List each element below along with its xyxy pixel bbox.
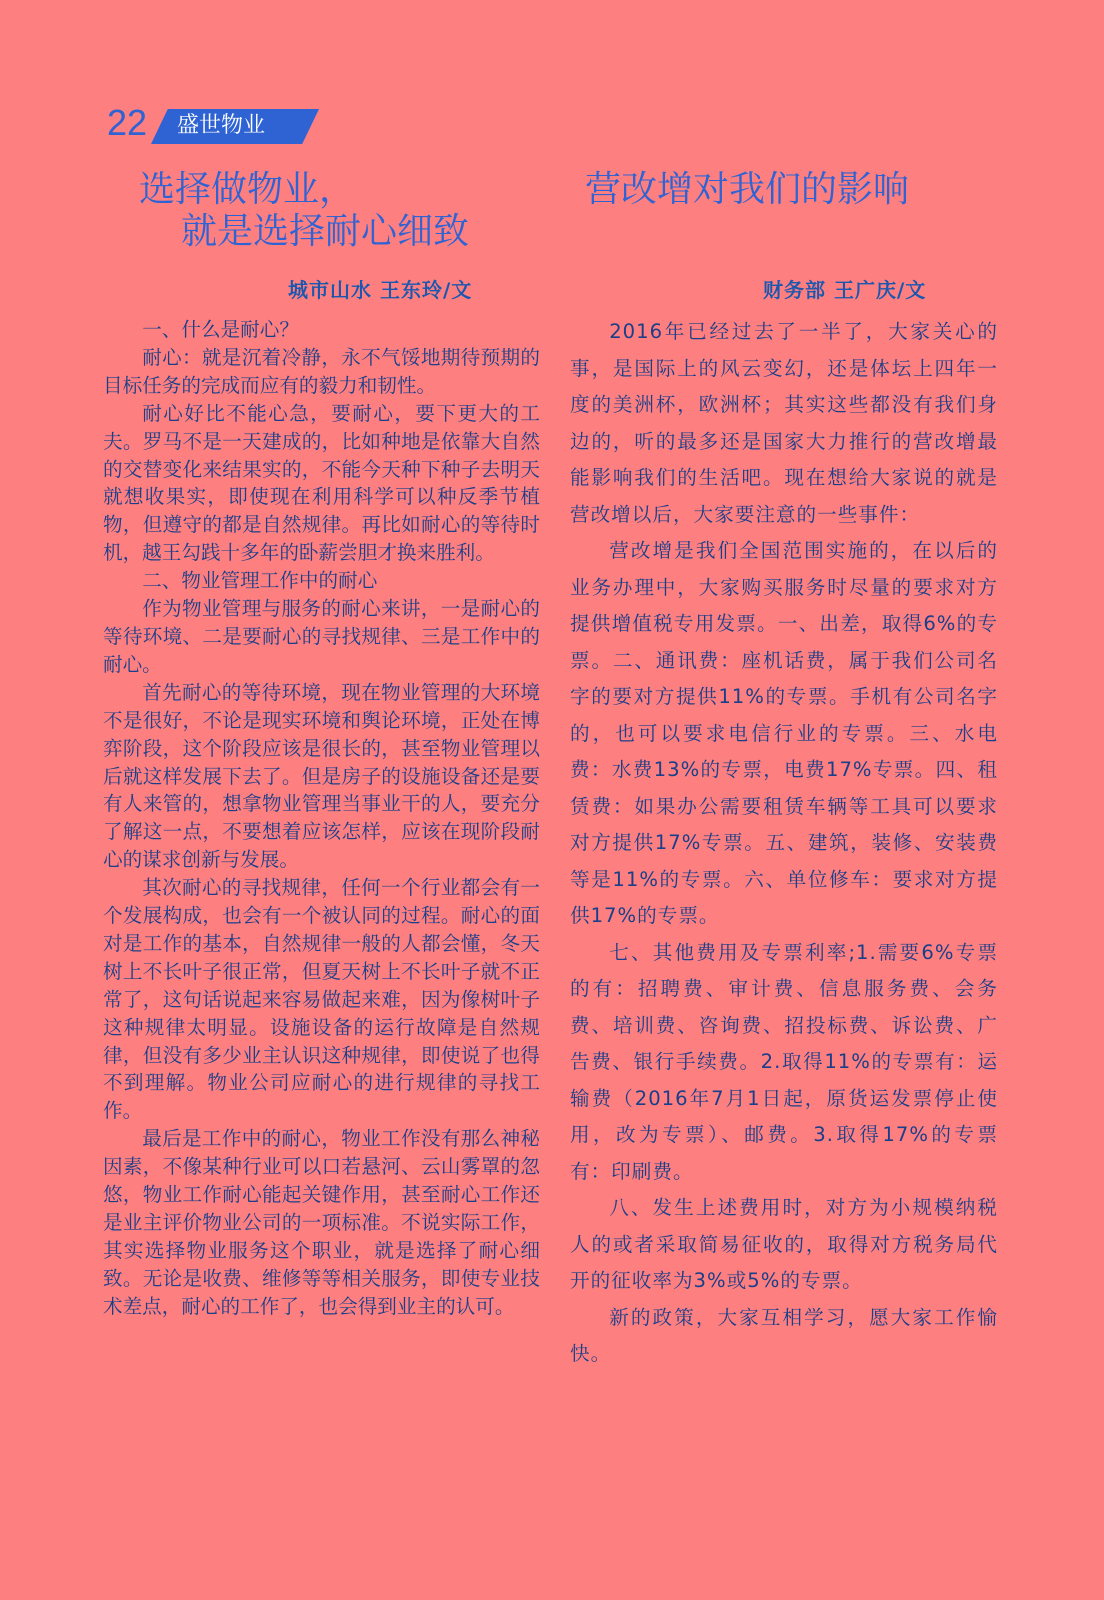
left-article-title-line1: 选择做物业， — [139, 169, 356, 210]
paragraph: 耐心好比不能心急，要耐心，要下更大的工夫。罗马不是一天建成的，比如种地是依靠大自然的交替变化来结果实的，不能今天种下种子去明天就想收果实，即使现在利用科学可以种反季节植物，但遵守的都是自然规律。再比如耐心的等待时机，越王勾践十多年的卧薪尝胆才换来胜利。 — [103, 401, 540, 565]
paragraph: 八、发生上述费用时，对方为小规模纳税人的或者采取简易征收的，取得对方税务局代开的征收率为3%或5%的专票。 — [570, 1196, 998, 1292]
left-article-body — [103, 316, 540, 1321]
paragraph: 营改增是我们全国范围实施的，在以后的业务办理中，大家购买服务时尽量的要求对方提供增值税专用发票。一、出差，取得6%的专票。二、通讯费：座机话费，属于我们公司名字的要对方提供11%的专票。手机有公司名字的，也可以要求电信行业的专票。三、水电费：水费13%的专票，电费17%专票。四、租赁费：如果办公需要租赁车辆等工具可以要求对方提供17%专票。五、建筑，装修、安装费等是11%的专票。六、单位修车：要求对方提供17%的专票。 — [570, 539, 998, 927]
magazine-title: 盛世物业 — [177, 113, 266, 138]
paragraph: 新的政策，大家互相学习，愿大家工作愉快。 — [570, 1305, 998, 1365]
page-number: 22 — [107, 102, 148, 143]
right-article-body — [570, 314, 998, 1373]
left-article-byline: 城市山水 王东玲/文 — [288, 278, 473, 302]
paragraph: 作为物业管理与服务的耐心来讲，一是耐心的等待环境、二是要耐心的寻找规律、三是工作中的耐心。 — [103, 597, 540, 676]
paragraph: 耐心：就是沉着冷静，永不气馁地期待预期的目标任务的完成而应有的毅力和韧性。 — [103, 345, 540, 397]
paragraph: 首先耐心的等待环境，现在物业管理的大环境不是很好，不论是现实环境和舆论环境，正处在博弈阶段，这个阶段应该是很长的，甚至物业管理以后就这样发展下去了。但是房子的设施设备还是要有人来管的，想拿物业管理当事业干的人，要充分了解这一点，不要想着应该怎样，应该在现阶段耐心的谋求创新与发展。 — [103, 680, 540, 872]
paragraph: 一、什么是耐心？ — [142, 318, 299, 341]
paragraph: 二、物业管理工作中的耐心 — [142, 569, 378, 593]
paragraph: 2016年已经过去了一半了，大家关心的事，是国际上的风云变幻，还是体坛上四年一度的美洲杯，欧洲杯；其实这些都没有我们身边的，听的最多还是国家大力推行的营改增最能影响我们的生活吧。现在想给大家说的就是营改增以后，大家要注意的一些事件： — [570, 320, 998, 526]
paragraph: 其次耐心的寻找规律，任何一个行业都会有一个发展构成，也会有一个被认同的过程。耐心的面对是工作的基本，自然规律一般的人都会懂，冬天树上不长叶子很正常，但夏天树上不长叶子就不正常了，这句话说起来容易做起来难，因为像树叶子这种规律太明显。设施设备的运行故障是自然规律，但没有多少业主认识这种规律，即使说了也得不到理解。物业公司应耐心的进行规律的寻找工作。 — [103, 876, 540, 1123]
paragraph: 最后是工作中的耐心，物业工作没有那么神秘因素，不像某种行业可以口若悬河、云山雾罩的忽悠，物业工作耐心能起关键作用，甚至耐心工作还是业主评价物业公司的一项标准。不说实际工作，其实选择物业服务这个职业，就是选择了耐心细致。无论是收费、维修等等相关服务，即使专业技术差点，耐心的工作了，也会得到业主的认可。 — [103, 1127, 540, 1318]
left-article-title-line2: 就是选择耐心细致 — [181, 211, 470, 252]
right-article-byline: 财务部 王广庆/文 — [763, 278, 927, 302]
right-article-title: 营改增对我们的影响 — [585, 169, 910, 210]
paragraph: 七、其他费用及专票利率;1.需要6%专票的有：招聘费、审计费、信息服务费、会务费、培训费、咨询费、招投标费、诉讼费、广告费、银行手续费。2.取得11%的专票有：运输费（2016年7月1日起，原货运发票停止使用，改为专票）、邮费。3.取得17%的专票有：印刷费。 — [570, 940, 998, 1183]
